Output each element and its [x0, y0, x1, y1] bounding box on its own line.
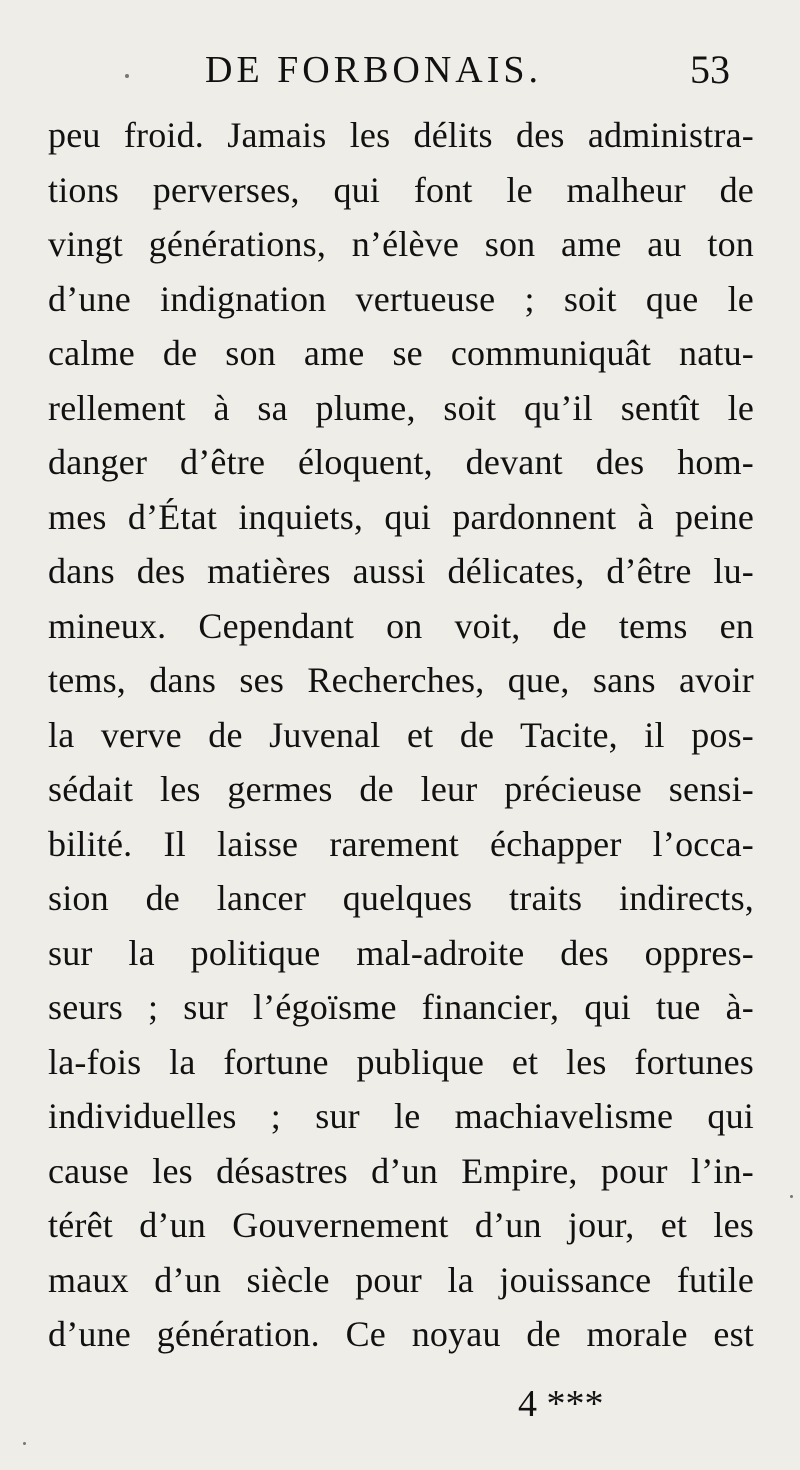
text-line: térêt d’un Gouvernement d’un jour, et les	[48, 1205, 754, 1245]
text-line: danger d’être éloquent, devant des hom-	[48, 442, 754, 482]
text-line: dans des matières aussi délicates, d’être lu-	[48, 551, 754, 591]
page-number: 53	[690, 47, 730, 92]
paper-speck	[790, 1195, 793, 1198]
text-line: sur la politique mal-adroite des oppres-	[48, 932, 754, 973]
text-line: maux d’un siècle pour la jouissance futile	[48, 1259, 754, 1300]
text-line: individuelles ; sur le machiavelisme qui	[48, 1096, 754, 1136]
text-line: la verve de Juvenal et de Tacite, il pos-	[48, 714, 754, 755]
text-line: tems, dans ses Recherches, que, sans avoir	[48, 660, 754, 700]
text-line: seurs ; sur l’égoïsme financier, qui tue à-	[48, 987, 754, 1027]
text-line: la-fois la fortune publique et les fortunes	[48, 1041, 754, 1082]
text-line: rellement à sa plume, soit qu’il sentît le	[48, 387, 754, 428]
body-text	[48, 108, 754, 1362]
text-line: mes d’État inquiets, qui pardonnent à peine	[48, 496, 754, 537]
text-line: sédait les germes de leur précieuse sensi-	[48, 769, 754, 809]
text-line: mineux. Cependant on voit, de tems en	[48, 605, 754, 646]
text-line: cause les désastres d’un Empire, pour l’in-	[48, 1150, 754, 1191]
text-line: bilité. Il laisse rarement échapper l’occa-	[48, 823, 754, 864]
text-line: peu froid. Jamais les délits des administra-	[48, 115, 754, 155]
text-line: d’une génération. Ce noyau de morale est	[48, 1314, 754, 1354]
running-title: DE FORBONAIS.	[205, 49, 543, 91]
text-line: d’une indignation vertueuse ; soit que le	[48, 278, 754, 319]
text-line: sion de lancer quelques traits indirects,	[48, 878, 754, 918]
text-line: calme de son ame se communiquât natu-	[48, 333, 754, 373]
text-line: vingt générations, n’élève son ame au ton	[48, 224, 754, 264]
paper-speck	[125, 74, 129, 78]
signature-mark: 4 ***	[518, 1383, 604, 1425]
paper-speck	[23, 1442, 26, 1445]
running-head	[0, 40, 800, 100]
text-line: tions perverses, qui font le malheur de	[48, 169, 754, 210]
